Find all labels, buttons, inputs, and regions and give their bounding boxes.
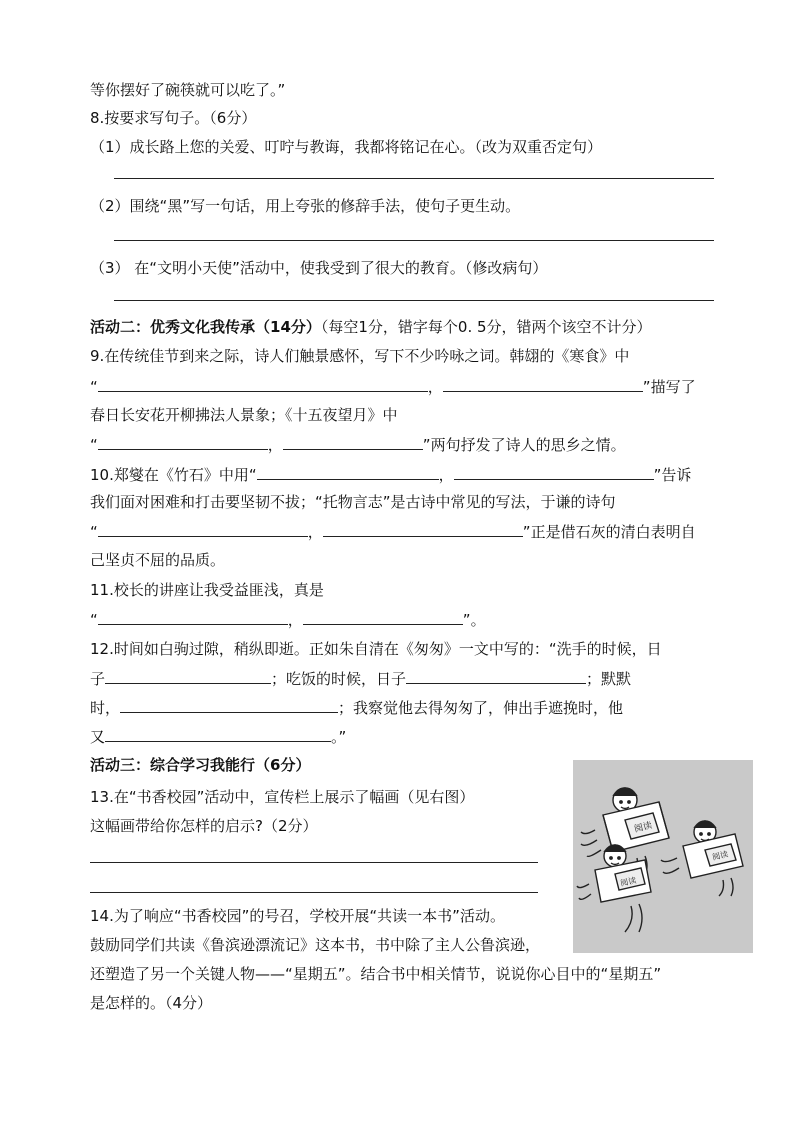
activity2-scoring-note: （每空1分，错字每个0. 5分，错两个该空不计分） [320,318,652,336]
continuation-line: 等你摆好了碗筷就可以吃了。” [90,81,286,99]
q12-line-3: 时， ；我察觉他去得匆匆了，伸出手遮挽时，他 [90,699,624,717]
q10-blank-3[interactable] [98,521,308,537]
q12-blank-4[interactable] [105,726,331,742]
q10-line-2: 我们面对困难和打击要坚韧不拔；“托物言志”是古诗中常见的写法，于谦的诗句 [90,493,616,511]
q9-line-4: “ ， ”两句抒发了诗人的思乡之情。 [90,436,626,454]
q13-answer-line-2[interactable] [90,892,538,893]
q8-sub2: （2）围绕“黑”写一句话，用上夸张的修辞手法，使句子更生动。 [90,197,521,215]
q13-answer-line-1[interactable] [90,862,538,863]
q9-blank-1[interactable] [98,376,428,392]
q14-line-3: 还塑造了另一个关键人物——“星期五”。结合书中相关情节，说说你心目中的“星期五” [90,965,662,983]
child-on-book-1 [581,788,669,876]
q9-line-1: 9.在传统佳节到来之际，诗人们触景感怀，写下不少吟咏之词。韩翃的《寒食》中 [90,347,630,365]
book-label-1: 阅读 [633,820,654,835]
book-label-2: 阅读 [711,849,730,862]
q10-blank-1[interactable] [257,464,439,480]
q11-blank-2[interactable] [303,609,463,625]
q12-blank-2[interactable] [406,668,586,684]
q9-line-2: “ ， ”描写了 [90,378,696,396]
q14-line-2: 鼓励同学们共读《鲁滨逊漂流记》这本书，书中除了主人公鲁滨逊， [90,936,541,954]
q10-blank-4[interactable] [323,521,523,537]
q8-answer-line-2[interactable] [114,240,714,241]
q9-blank-2[interactable] [443,376,643,392]
q13-line-2: 这幅画带给你怎样的启示?（2分） [90,817,318,835]
q10-line-1: 10.郑燮在《竹石》中用“ ， ”告诉 [90,466,692,484]
activity3-title: 活动三：综合学习我能行（6分） [90,756,311,774]
q13-line-1: 13.在“书香校园”活动中，宣传栏上展示了幅画（见右图） [90,788,475,806]
flying-books-drawing [573,760,753,953]
q11-line-1: 11.校长的讲座让我受益匪浅，真是 [90,581,324,599]
q8-stem: 8.按要求写句子。（6分） [90,109,257,127]
q8-answer-line-3[interactable] [114,300,714,301]
q9-blank-3[interactable] [98,434,268,450]
q11-blank-1[interactable] [98,609,288,625]
q10-line-4: 己坚贞不屈的品质。 [90,551,226,569]
q10-blank-2[interactable] [454,464,654,480]
activity2-title: 活动二：优秀文化我传承（14分） [90,318,321,336]
q12-line-4: 又 。” [90,728,347,746]
q10-line-3: “ ， ”正是借石灰的清白表明自 [90,523,696,541]
reading-illustration [573,760,753,953]
child-on-book-2 [661,821,743,896]
q12-blank-1[interactable] [105,668,271,684]
q9-line-3: 春日长安花开柳拂法人景象；《十五夜望月》中 [90,406,398,424]
child-on-book-3 [577,845,651,932]
q14-line-1: 14.为了响应“书香校园”的号召，学校开展“共读一本书”活动。 [90,907,505,925]
q8-sub3: （3） 在“文明小天使”活动中，使我受到了很大的教育。（修改病句） [90,259,548,277]
activity2-heading [90,317,652,337]
q12-line-2: 子 ；吃饭的时候，日子 ；默默 [90,670,632,688]
q11-line-2: “ ， ”。 [90,611,486,629]
book-label-3: 阅读 [619,875,638,888]
q8-sub1: （1）成长路上您的关爱、叮咛与教诲，我都将铭记在心。（改为双重否定句） [90,138,603,156]
q12-line-1: 12.时间如白驹过隙，稍纵即逝。正如朱自清在《匆匆》一文中写的：“洗手的时候，日 [90,640,662,658]
q14-line-4: 是怎样的。（4分） [90,994,213,1012]
q12-blank-3[interactable] [120,697,338,713]
q9-blank-4[interactable] [283,434,423,450]
q8-answer-line-1[interactable] [114,178,714,179]
